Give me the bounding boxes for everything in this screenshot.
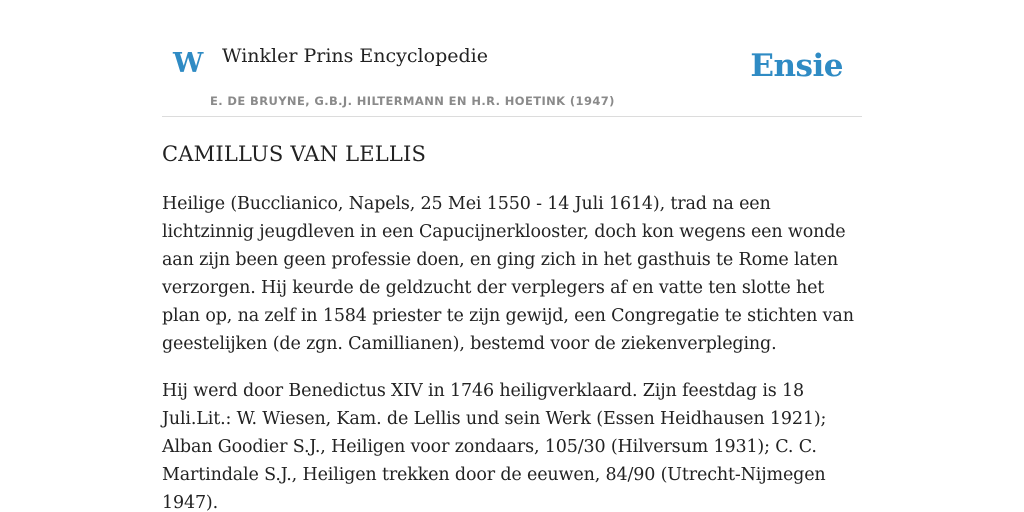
site-header bbox=[162, 0, 862, 117]
ensie-logo[interactable]: Ensie bbox=[750, 48, 843, 84]
authors-line: E. DE BRUYNE, G.B.J. HILTERMANN EN H.R. HOETINK (1947) bbox=[210, 94, 615, 108]
winkler-prins-logo[interactable]: W bbox=[173, 48, 204, 79]
article bbox=[162, 141, 862, 512]
article-paragraph: Heilige (Bucclianico, Napels, 25 Mei 1550 - 14 Juli 1614), trad na een lichtzinnig jeugdleven in een Capucijnerklooster, doch kon wegens een wonde aan zijn been geen professie doen, en ging zich in het gasthuis te Rome laten verzorgen. Hij keurde de geldzucht der verplegers af en vatte ten slotte het plan op, na zelf in 1584 priester te zijn gewijd, een Congregatie te stichten van geestelijken (de zgn. Camillianen), bestemd voor de ziekenverpleging. bbox=[162, 194, 854, 355]
encyclopedia-title: Winkler Prins Encyclopedie bbox=[222, 45, 488, 67]
article-paragraph: Hij werd door Benedictus XIV in 1746 heiligverklaard. Zijn feestdag is 18 Juli.Lit.: W. Wiesen, Kam. de Lellis und sein Werk (Essen Heidhausen 1921); Alban Goodier S.J., Heiligen voor zondaars, 105/30 (Hilversum 1931); C. C. Martindale S.J., Heiligen trekken door de eeuwen, 84/90 (Utrecht-Nijmegen 1947). bbox=[162, 381, 827, 512]
article-title: CAMILLUS VAN LELLIS bbox=[162, 142, 427, 166]
